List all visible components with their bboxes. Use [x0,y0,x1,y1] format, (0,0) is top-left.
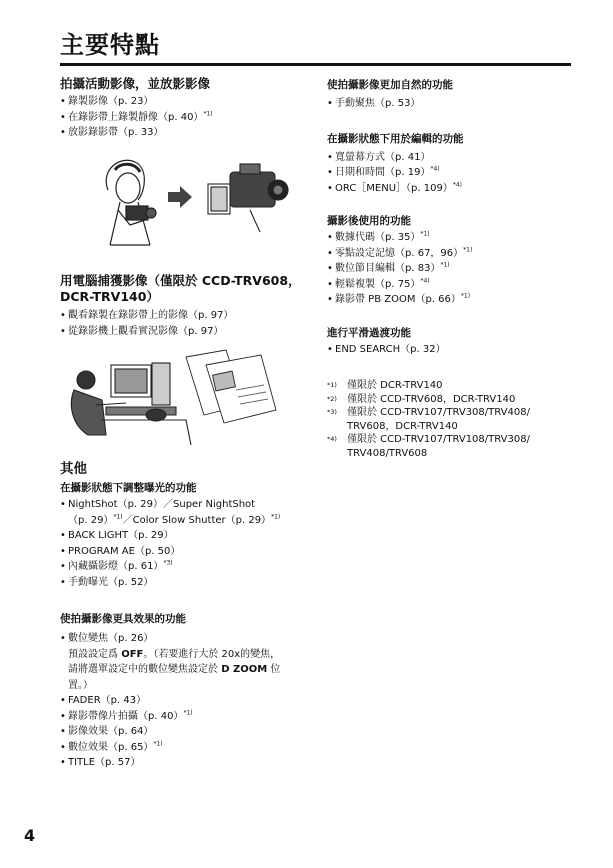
list-item: • 零點設定記憶（p. 67，96）$^{*1)}$ [327,246,577,262]
exposure-list [60,497,320,590]
natural-list [327,96,577,112]
person-filming-icon [106,160,156,245]
list-item: • FADER（p. 43） [60,693,320,709]
list-item: • ORC［MENU］（p. 109）$^{*4)}$ [327,181,577,197]
editing-list [327,150,577,197]
section-heading-natural: 使拍攝影像更加自然的功能 [327,79,453,91]
list-item: • 寬螢幕方式（p. 41） [327,150,577,166]
list-item: • 數位變焦（p. 26） [60,631,320,647]
list-item: • 觀看錄製在錄影帶上的影像（p. 97） [60,308,320,324]
printed-pages-icon [186,350,276,423]
computer-capture-illustration [66,345,286,445]
list-item-continuation: 預設設定爲 OFF。（若要進行大於 20x的變焦， [68,648,281,660]
section-heading-transition: 進行平滑過渡功能 [327,326,411,339]
list-item: • 手動聚焦（p. 53） [327,96,577,112]
list-item: • 錄影帶 PB ZOOM（p. 66）$^{*1)}$ [327,292,577,308]
list-item: • TITLE（p. 57） [60,755,320,771]
list-item: • BACK LIGHT（p. 29） [60,528,320,544]
list-item: • 錄製影像（p. 23） [60,94,315,110]
pc-capture-section [60,273,320,339]
camcorder-icon [146,409,166,421]
section-heading-record-play: 拍攝活動影像，並放影影像 [60,76,211,91]
transition-list [327,342,577,358]
list-item: • NightShot（p. 29）／Super NightShot [60,497,320,513]
footnote: *1) 僅限於 DCR-TRV140 [327,380,443,391]
page-title: 主要特點 [60,31,160,59]
section-heading-pc-capture-cont: DCR-TRV140） [60,289,159,304]
record-play-list [60,94,315,141]
footnote: *4) 僅限於 CCD-TRV107/TRV108/TRV308/ TRV408/TRV608 [327,434,530,459]
list-item: • 影像效果（p. 64） [60,724,320,740]
subheading-exposure: 在攝影狀態下調整曝光的功能 [60,482,197,494]
list-item: • 數位效果（p. 65）$^{*1)}$ [60,740,320,756]
footnote: *3) 僅限於 CCD-TRV107/TRV308/TRV408/ TRV608，DCR-TRV140 [327,407,530,432]
list-item: • PROGRAM AE（p. 50） [60,544,320,560]
section-heading-editing: 在攝影狀態下用於編輯的功能 [327,132,464,145]
page-number: 4 [24,826,36,845]
list-item: • 數據代碼（p. 35）$^{*1)}$ [327,230,577,246]
pc-capture-list [60,308,320,339]
list-item-continuation: （p. 29）$^{*1)}$／Color Slow Shutter（p. 29）$^{*1)}$ [68,513,281,526]
other-section [60,457,320,771]
list-item: • 從錄影機上觀看實況影像（p. 97） [60,324,320,340]
list-item-continuation: 置。） [68,679,93,691]
title-rule [60,63,571,66]
list-item: • 放影錄影帶（p. 33） [60,125,315,141]
arrow-right-icon [168,186,192,208]
after-shooting-list [327,230,577,308]
list-item: • 日期和時間（p. 19）$^{*4)}$ [327,165,577,181]
list-item: • 內藏攝影燈（p. 61）$^{*3)}$ [60,559,320,575]
list-item-continuation: 請將選單設定中的數位變焦設定於 D ZOOM 位 [68,664,281,675]
camcorder-icon [208,164,288,232]
left-column [60,76,315,141]
section-heading-other: 其他 [60,461,87,477]
list-item: • 數位節目編輯（p. 83）$^{*1)}$ [327,261,577,277]
list-item: • 在錄影帶上錄製靜像（p. 40）$^{*1)}$ [60,110,315,126]
section-heading-after-shooting: 攝影後使用的功能 [327,215,411,227]
list-item: • 錄影帶像片拍攝（p. 40）$^{*1)}$ [60,709,320,725]
right-column [327,78,577,460]
footnotes [327,379,577,460]
list-item: • 輕鬆複製（p. 75）$^{*4)}$ [327,277,577,293]
effects-list [60,631,320,771]
footnote: *2) 僅限於 CCD-TRV608，DCR-TRV140 [327,393,516,405]
subheading-effects: 使拍攝影像更具效果的功能 [60,613,186,625]
list-item: • END SEARCH（p. 32） [327,342,577,358]
list-item: • 手動曝光（p. 52） [60,575,320,591]
section-heading-pc-capture: 用電腦捕獲影像（僅限於 CCD-TRV608， [60,273,301,288]
camcorder-recording-illustration [90,150,300,250]
